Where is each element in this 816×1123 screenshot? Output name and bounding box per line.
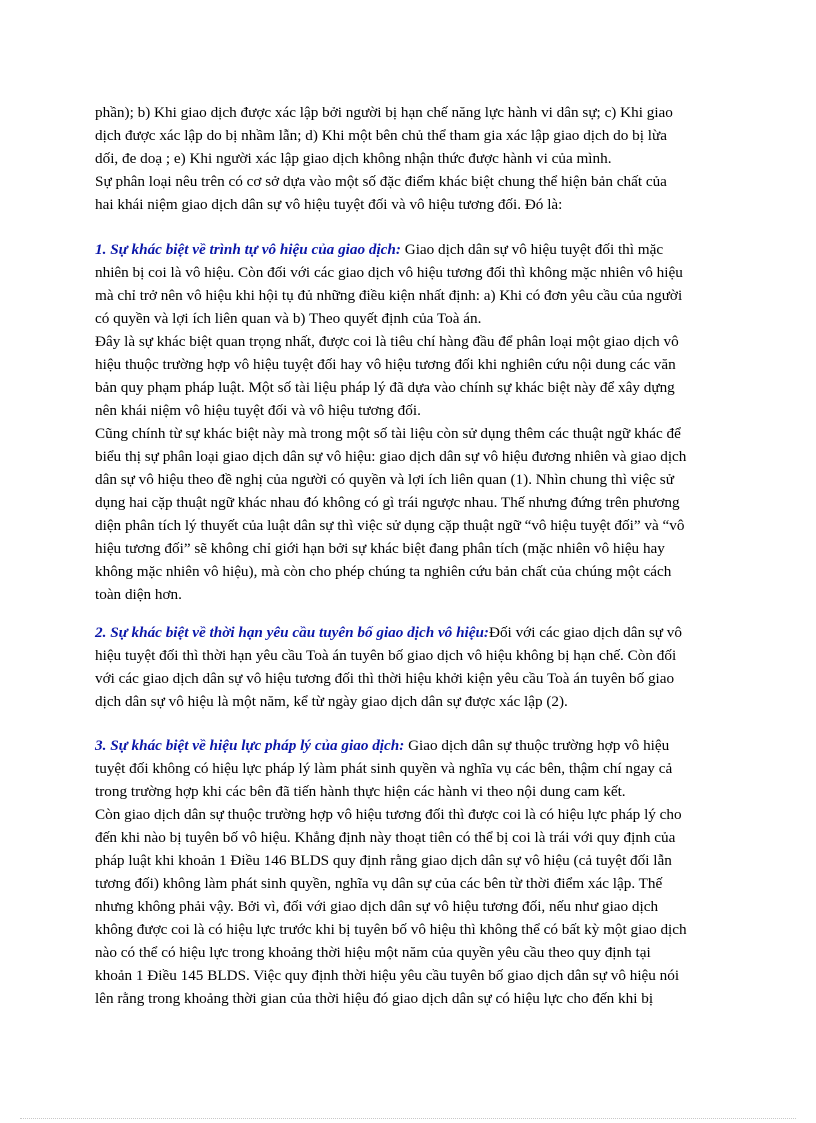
text-line: Sự phân loại nêu trên có cơ sở dựa vào một số đặc điểm khác biệt chung thể hiện bản chất của	[95, 173, 667, 190]
text-line: dụng hai cặp thuật ngữ khác nhau đó không có gì trái ngược nhau. Thế nhưng đứng trên phương	[95, 494, 680, 511]
text-line: khoản 1 Điều 145 BLDS. Việc quy định thời hiệu yêu cầu tuyên bố giao dịch dân sự vô hiệu nói	[95, 967, 680, 984]
text-line: pháp luật khi khoản 1 Điều 146 BLDS quy định rằng giao dịch dân sự vô hiệu (cả tuyệt đối lẫn	[95, 852, 672, 869]
text-line: không mặc nhiên vô hiệu), mà còn cho phép chúng ta nghiên cứu bản chất của chúng một cách	[95, 563, 672, 580]
text-line: nào có thể có hiệu lực trong khoảng thời hiệu một năm của quyền yêu cầu theo quy định tại	[95, 944, 651, 961]
text-line: dịch dân sự vô hiệu là một năm, kể từ ngày giao dịch dân sự được xác lập (2).	[95, 693, 568, 710]
text-line: dối, đe doạ ; e) Khi người xác lập giao dịch không nhận thức được hành vi của mình.	[95, 150, 612, 167]
text-line: nhiên bị coi là vô hiệu. Còn đối với các giao dịch vô hiệu tương đối thì không mặc nhiên vô hiệu	[95, 264, 683, 281]
section-2-first-line	[95, 623, 682, 645]
text-line: với các giao dịch dân sự vô hiệu tương đối thì thời hiệu khởi kiện yêu cầu Toà án tuyên bố giao	[95, 670, 675, 687]
text-line: hiệu tuyệt đối thì thời hạn yêu cầu Toà án tuyên bố giao dịch vô hiệu không bị hạn chế. Còn đối	[95, 647, 677, 664]
text-line: dịch được xác lập do bị nhầm lẫn; d) Khi một bên chủ thể tham gia xác lập giao dịch do bị lừa	[95, 127, 667, 144]
text-line: hiệu thuộc trường hợp vô hiệu tuyệt đối hay vô hiệu tương đối khi nghiên cứu nội dung các văn	[95, 356, 676, 373]
text-line: bản quy phạm pháp luật. Một số tài liệu pháp lý đã dựa vào chính sự khác biệt này để xây dựng	[95, 379, 675, 396]
text-line: diện phân tích lý thuyết của luật dân sự thì việc sử dụng cặp thuật ngữ “vô hiệu tuyệt đối” và “vô	[95, 517, 685, 534]
text-line: lên rằng trong khoảng thời gian của thời hiệu đó giao dịch dân sự có hiệu lực cho đến khi bị	[95, 990, 654, 1007]
section-3-first-line	[95, 736, 669, 758]
text-line: mà chỉ trở nên vô hiệu khi hội tụ đủ những điều kiện nhất định: a) Khi có đơn yêu cầu của người	[95, 287, 683, 304]
text-line: dân sự vô hiệu theo đề nghị của người có quyền và lợi ích liên quan (1). Nhìn chung thì việc sử	[95, 471, 674, 488]
section-2-heading: 2. Sự khác biệt về thời hạn yêu cầu tuyên bố giao dịch vô hiệu:	[95, 624, 489, 641]
text-line: Đối với các giao dịch dân sự vô	[489, 624, 682, 641]
text-line: hai khái niệm giao dịch dân sự vô hiệu tuyệt đối và vô hiệu tương đối. Đó là:	[95, 196, 563, 213]
text-line: toàn diện hơn.	[95, 586, 182, 603]
text-line: Cũng chính từ sự khác biệt này mà trong một số tài liệu còn sử dụng thêm các thuật ngữ khác để	[95, 425, 681, 442]
text-line: trong trường hợp khi các bên đã tiến hành thực hiện các hành vi theo nội dung cam kết.	[95, 783, 626, 800]
text-line: tương đối) không làm phát sinh quyền, nghĩa vụ dân sự của các bên từ thời điểm xác lập. Thế	[95, 875, 663, 892]
text-line: nên khái niệm vô hiệu tuyệt đối và vô hiệu tương đối.	[95, 402, 421, 419]
text-line: phần); b) Khi giao dịch được xác lập bởi người bị hạn chế năng lực hành vi dân sự; c) Khi giao	[95, 104, 673, 121]
section-1-first-line	[95, 240, 663, 262]
text-line: Còn giao dịch dân sự thuộc trường hợp vô hiệu tương đối thì được coi là có hiệu lực pháp lý cho	[95, 806, 682, 823]
section-1-heading: 1. Sự khác biệt về trình tự vô hiệu của giao dịch:	[95, 241, 401, 258]
text-line: Giao dịch dân sự vô hiệu tuyệt đối thì mặc	[404, 241, 664, 258]
section-3-heading: 3. Sự khác biệt về hiệu lực pháp lý của giao dịch:	[95, 737, 405, 754]
page-bottom-divider	[20, 1118, 796, 1119]
text-line: Giao dịch dân sự thuộc trường hợp vô hiệu	[408, 737, 670, 754]
text-line: Đây là sự khác biệt quan trọng nhất, được coi là tiêu chí hàng đầu để phân loại một giao dịch vô	[95, 333, 679, 350]
text-line: biểu thị sự phân loại giao dịch dân sự vô hiệu: giao dịch dân sự vô hiệu đương nhiên và giao dịch	[95, 448, 687, 465]
text-line: không được coi là có hiệu lực trước khi bị tuyên bố vô hiệu thì không thể có bất kỳ một giao dịch	[95, 921, 687, 938]
text-line: nhưng không phải vậy. Bởi vì, đối với giao dịch dân sự vô hiệu tương đối, nếu như giao dịch	[95, 898, 659, 915]
text-line: tuyệt đối không có hiệu lực pháp lý làm phát sinh quyền và nghĩa vụ các bên, thậm chí ngay cả	[95, 760, 673, 777]
text-line: đến khi nào bị tuyên bố vô hiệu. Khẳng định này thoạt tiên có thể bị coi là trái với quy định của	[95, 829, 676, 846]
text-line: có quyền và lợi ích liên quan và b) Theo quyết định của Toà án.	[95, 310, 482, 327]
text-line: hiệu tương đối” sẽ không chỉ giới hạn bởi sự khác biệt đang phân tích (mặc nhiên vô hiệu hay	[95, 540, 665, 557]
